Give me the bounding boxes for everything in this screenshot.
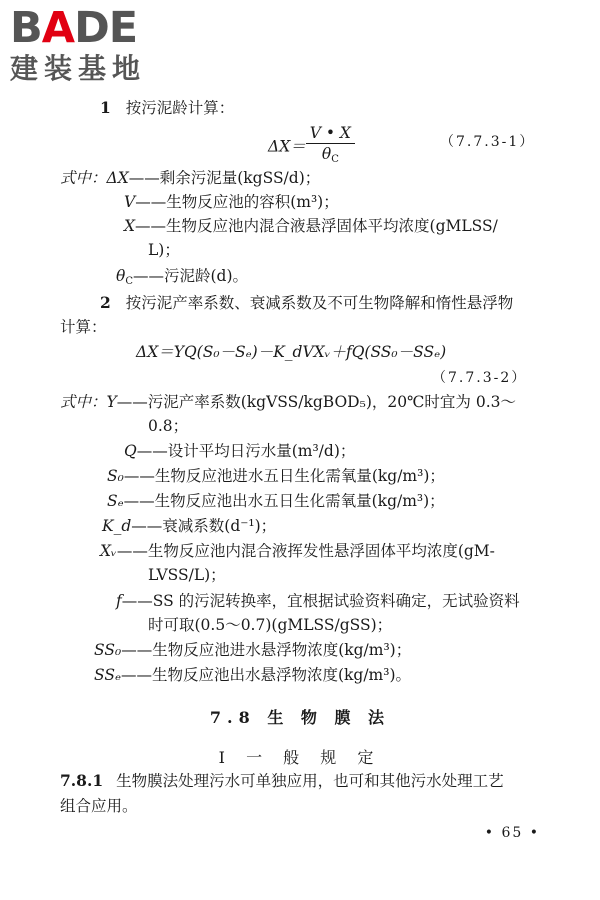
equation-2-number: （7.7.3-2） <box>432 370 528 386</box>
clause-7-8-1 <box>60 770 504 792</box>
section-title: 生 物 膜 法 <box>267 708 391 727</box>
subsection-roman: Ⅰ <box>218 748 233 767</box>
definition-xv: Xᵥ——生物反应池内混合液挥发性悬浮固体平均浓度(gM- <box>100 542 495 560</box>
definition-ss0: SS₀——生物反应池进水悬浮物浓度(kg/m³)； <box>94 641 412 659</box>
subsection-title: 一 般 规 定 <box>246 748 382 767</box>
equation-1 <box>268 123 355 170</box>
logo-subtitle: 建装基地 <box>10 52 147 85</box>
clause-text: 生物膜法处理污水可单独应用，也可和其他污水处理工艺 <box>116 772 504 790</box>
logo-brand-a: A <box>41 3 75 53</box>
definition-theta: θC——污泥龄(d)。 <box>116 267 249 287</box>
equation-1-numerator: V • X <box>306 123 355 144</box>
definition-s0: S₀——生物反应池进水五日生化需氧量(kg/m³)； <box>107 467 445 485</box>
subsection-heading <box>0 745 600 768</box>
section-number: 7.8 <box>209 708 256 727</box>
logo <box>10 3 180 86</box>
definition-x-cont: L)； <box>148 241 180 259</box>
equation-1-denominator: θC <box>321 145 339 165</box>
logo-brand-b: B <box>10 3 42 53</box>
equation-2: ΔX＝YQ(S₀－Sₑ)－K_dVXᵥ＋fQ(SS₀－SSₑ) <box>136 343 447 361</box>
definition-se: Sₑ——生物反应池出水五日生化需氧量(kg/m³)； <box>107 492 445 510</box>
item-1-number: 1 <box>100 98 111 117</box>
definition-xv-cont: LVSS/L)； <box>148 566 226 584</box>
definition-f: f——SS 的污泥转换率，宜根据试验资料确定，无试验资料 <box>116 592 520 610</box>
page-number: • 65 • <box>484 825 540 841</box>
item-1-text: 按污泥龄计算： <box>125 99 235 117</box>
definition-x: X——生物反应池内混合液悬浮固体平均浓度(gMLSS/ <box>124 217 498 235</box>
item-2-text: 按污泥产率系数、衰减系数及不可生物降解和惰性悬浮物 <box>125 294 514 312</box>
item-1 <box>100 97 234 119</box>
definition-kd: K_d——衰减系数(d⁻¹)； <box>102 517 277 535</box>
item-2-number: 2 <box>100 293 111 312</box>
equation-1-fraction <box>306 123 355 170</box>
definition-y: 式中：Y——污泥产率系数(kgVSS/kgBOD₅)，20℃时宜为 0.3～ <box>60 393 517 411</box>
definition-q: Q——设计平均日污水量(m³/d)； <box>124 442 356 460</box>
item-2-cont: 计算： <box>60 318 107 336</box>
section-heading <box>0 705 600 728</box>
clause-number: 7.8.1 <box>60 771 104 790</box>
equation-1-lhs: ΔX＝ <box>268 137 306 156</box>
definition-delta-x: 式中：ΔX——剩余污泥量(kgSS/d)； <box>60 169 321 187</box>
definition-v: V——生物反应池的容积(m³)； <box>124 193 339 211</box>
equation-1-number: （7.7.3-1） <box>440 134 536 150</box>
logo-brand <box>10 3 180 53</box>
definition-f-cont: 时可取(0.5～0.7)(gMLSS/gSS)； <box>148 616 393 634</box>
definition-sse: SSₑ——生物反应池出水悬浮物浓度(kg/m³)。 <box>94 666 412 684</box>
definition-y-cont: 0.8； <box>148 417 189 435</box>
item-2 <box>100 292 513 314</box>
clause-cont: 组合应用。 <box>60 797 138 815</box>
logo-brand-de: DE <box>74 3 138 53</box>
